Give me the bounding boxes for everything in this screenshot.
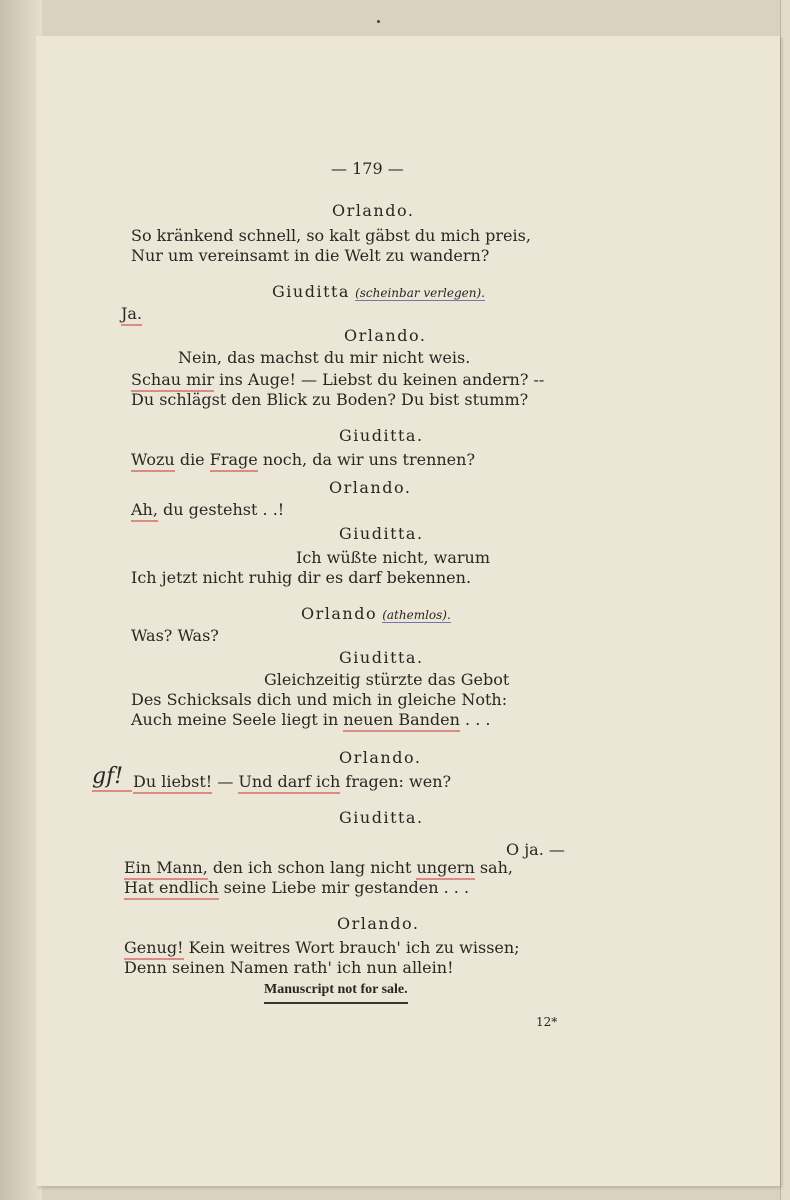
red-underline-mark: Ah,: [131, 500, 158, 522]
verse-text: —: [212, 772, 239, 791]
red-underline-mark: Ja.: [121, 304, 142, 326]
red-underline-mark: Genug!: [124, 938, 184, 960]
speaker-heading: Giuditta.: [339, 808, 424, 827]
verse-text: noch, da wir uns trennen?: [257, 450, 476, 469]
red-underline-mark: Wozu: [131, 450, 175, 472]
verse-line: Gleichzeitig stürzte das Gebot: [264, 670, 510, 689]
stage-direction: (scheinbar verlegen).: [355, 286, 485, 300]
verse-line: Nur um vereinsamt in die Welt zu wandern?: [131, 246, 490, 265]
verse-line: [131, 370, 544, 390]
ink-dot: [377, 20, 380, 23]
verse-text: du gestehst . .!: [157, 500, 285, 519]
verse-line: [133, 772, 451, 792]
verse-line: Nein, das machst du mir nicht weis.: [178, 348, 471, 367]
verse-text: die: [174, 450, 210, 469]
speaker-heading: Orlando.: [344, 326, 427, 345]
red-underline-mark: Schau mir: [131, 370, 214, 392]
speaker-heading: Orlando.: [339, 748, 422, 767]
verse-line: [131, 450, 475, 470]
speaker-heading: Giuditta.: [339, 426, 424, 445]
verse-line: [124, 878, 469, 898]
verse-text: Auch meine Seele liegt in: [131, 710, 344, 729]
red-underline-mark: Hat endlich: [124, 878, 219, 900]
verse-line: [121, 304, 142, 324]
verse-line: [124, 938, 520, 958]
verse-line: So kränkend schnell, so kalt gäbst du mich preis,: [131, 226, 531, 245]
verse-line: Denn seinen Namen rath' ich nun allein!: [124, 958, 454, 977]
verse-text: seine Liebe mir gestanden . . .: [218, 878, 470, 897]
speaker-heading: Orlando.: [337, 914, 420, 933]
verse-line: Was? Was?: [131, 626, 219, 645]
verse-line: [131, 500, 284, 520]
red-underline-mark: Frage: [210, 450, 258, 472]
speaker-name: Orlando: [301, 604, 378, 623]
speaker-name: Giuditta: [272, 282, 350, 301]
red-underline-mark: neuen Banden: [343, 710, 460, 732]
manuscript-notice: Manuscript not for sale.: [264, 980, 408, 1004]
verse-line: Ich jetzt nicht ruhig dir es darf bekennen.: [131, 568, 472, 587]
speaker-heading: Orlando.: [332, 201, 415, 220]
book-page: [36, 36, 780, 1186]
red-underline-mark: Und darf ich: [238, 772, 340, 794]
speaker-heading-with-direction: [272, 282, 485, 303]
verse-line: [131, 710, 490, 730]
speaker-heading-with-direction: [301, 604, 451, 625]
verse-text: ins Auge! — Liebst du keinen andern? --: [214, 370, 545, 389]
verse-text: Kein weitres Wort brauch' ich zu wissen;: [183, 938, 520, 957]
page-number: — 179 —: [331, 159, 404, 178]
speaker-heading: Giuditta.: [339, 524, 424, 543]
signature-mark: 12*: [536, 1015, 558, 1029]
red-underline-mark: Du liebst!: [133, 772, 212, 794]
stage-direction: (athemlos).: [382, 608, 451, 622]
verse-text: den ich schon lang nicht: [207, 858, 417, 877]
verse-text: sah,: [474, 858, 513, 877]
verse-text: . . .: [459, 710, 491, 729]
handwritten-margin-note: gf!: [92, 764, 124, 789]
speaker-heading: Giuditta.: [339, 648, 424, 667]
verse-line: Des Schicksals dich und mich in gleiche Noth:: [131, 690, 508, 709]
verse-line: Ich wüßte nicht, warum: [296, 548, 490, 567]
verse-line: [124, 858, 513, 878]
speaker-heading: Orlando.: [329, 478, 412, 497]
verse-line: Du schlägst den Blick zu Boden? Du bist stumm?: [131, 390, 529, 409]
red-underline-mark: ungern: [416, 858, 474, 880]
verse-line: O ja. —: [506, 840, 565, 859]
adjacent-page-edge: [780, 0, 790, 1200]
red-underline-mark: Ein Mann,: [124, 858, 208, 880]
verse-text: fragen: wen?: [340, 772, 452, 791]
